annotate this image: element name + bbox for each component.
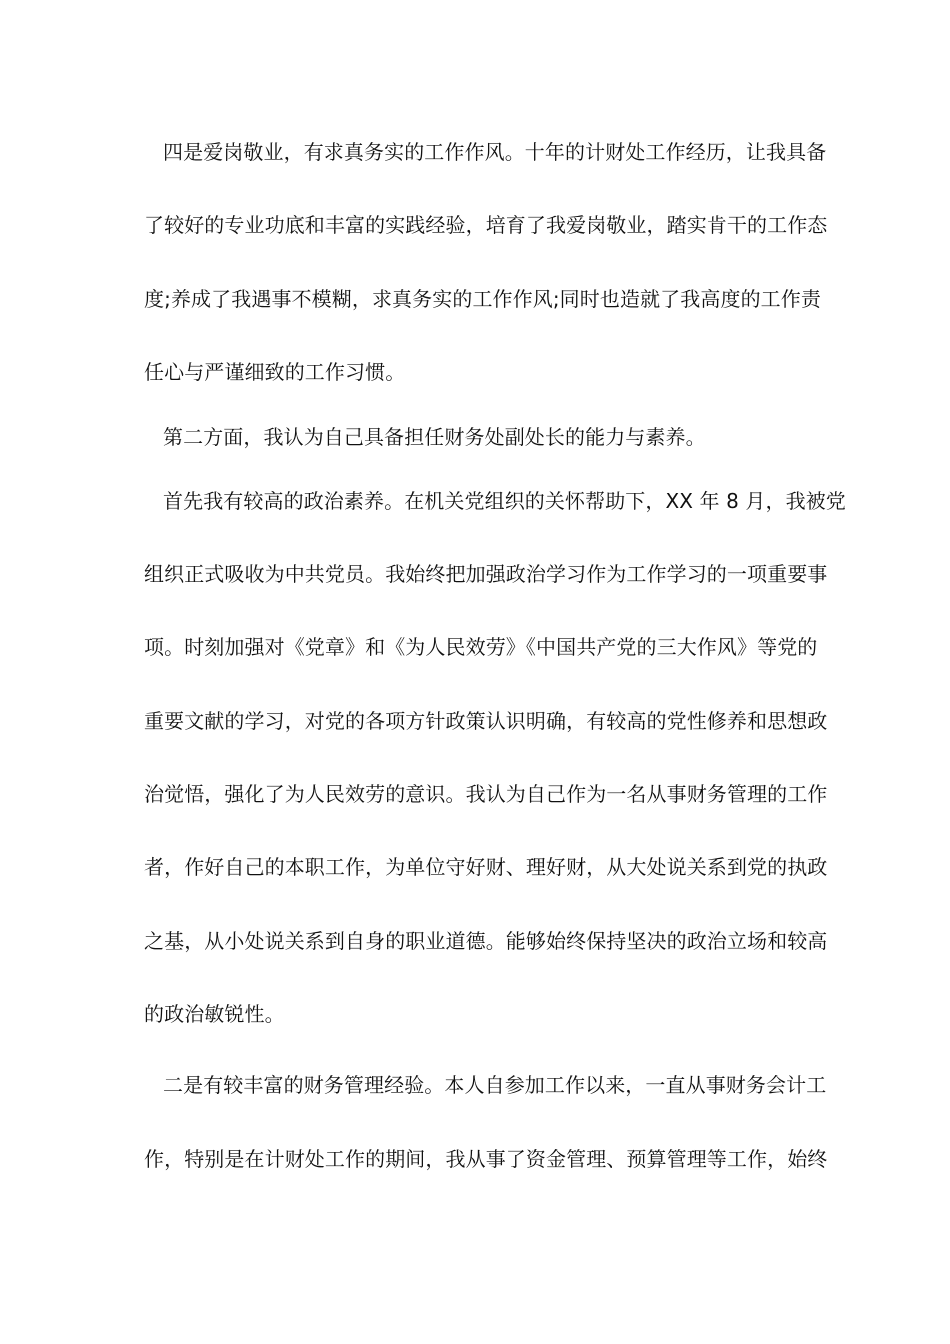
paragraph-line: 者，作好自己的本职工作，为单位守好财、理好财，从大处说关系到党的执政: [144, 855, 828, 879]
paragraph-line: 任心与严谨细致的工作习惯。: [144, 360, 406, 384]
paragraph-line: 四是爱岗敬业，有求真务实的工作作风。十年的计财处工作经历，让我具备: [163, 140, 827, 164]
paragraph-line: 项。时刻加强对《党章》和《为人民效劳》《中国共产党的三大作风》等党的: [144, 635, 818, 659]
paragraph-line: 的政治敏锐性。: [144, 1002, 285, 1026]
paragraph-line: 二是有较丰富的财务管理经验。本人自参加工作以来，一直从事财务会计工: [163, 1073, 827, 1097]
paragraph-line: 之基，从小处说关系到自身的职业道德。能够始终保持坚决的政治立场和较高: [144, 929, 828, 953]
paragraph-line: 治觉悟，强化了为人民效劳的意识。我认为自己作为一名从事财务管理的工作: [144, 782, 828, 806]
paragraph-line: 重要文献的学习，对党的各项方针政策认识明确，有较高的党性修养和思想政: [144, 709, 828, 733]
paragraph-line: 度;养成了我遇事不模糊，求真务实的工作作风;同时也造就了我高度的工作责: [144, 287, 821, 311]
paragraph-line: 首先我有较高的政治素养。在机关党组织的关怀帮助下，XX 年 8 月，我被党: [163, 489, 846, 513]
paragraph-line: 作，特别是在计财处工作的期间，我从事了资金管理、预算管理等工作，始终: [144, 1147, 828, 1171]
paragraph-line: 组织正式吸收为中共党员。我始终把加强政治学习作为工作学习的一项重要事: [144, 562, 828, 586]
paragraph-line: 了较好的专业功底和丰富的实践经验，培育了我爱岗敬业，踏实肯干的工作态: [144, 213, 828, 237]
section-heading: 第二方面，我认为自己具备担任财务处副处长的能力与素养。: [163, 425, 706, 449]
